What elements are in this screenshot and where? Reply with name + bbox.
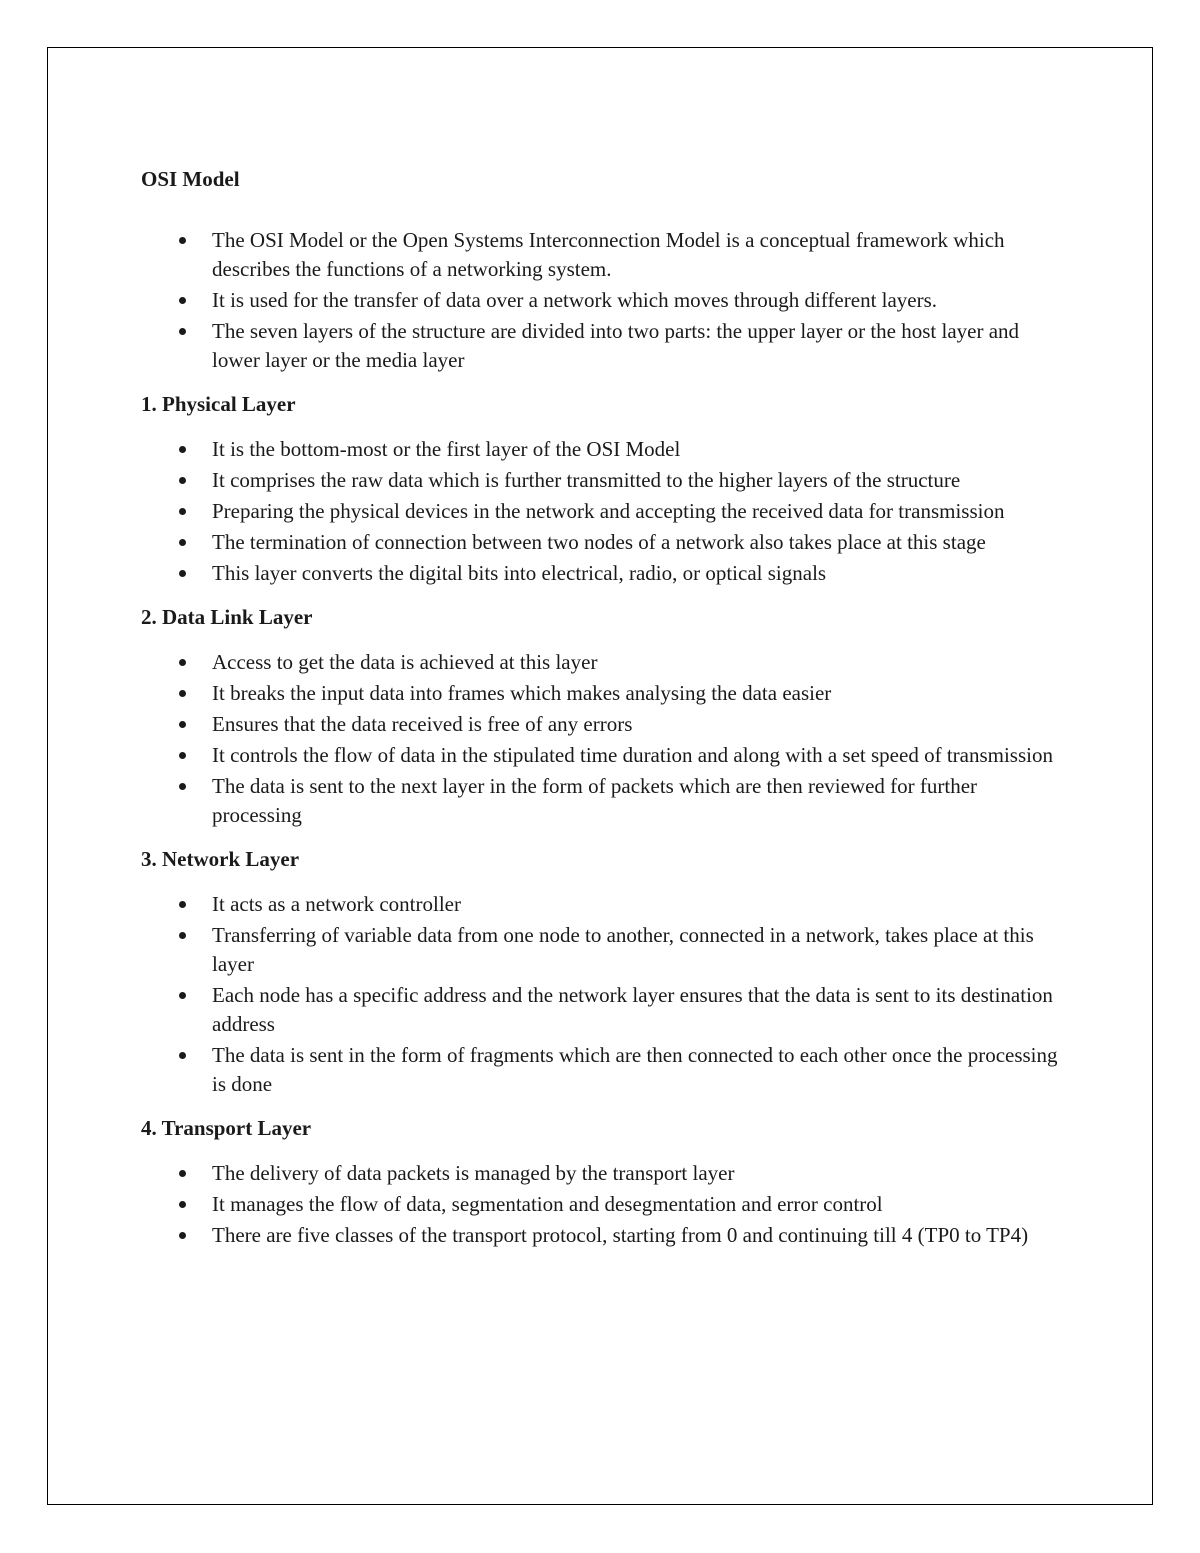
list-item: It controls the flow of data in the stipulated time duration and along with a set speed of transmission <box>141 741 1066 770</box>
list-item: The OSI Model or the Open Systems Interconnection Model is a conceptual framework which describes the functions of a networking system. <box>141 226 1066 284</box>
list-item: It breaks the input data into frames which makes analysing the data easier <box>141 679 1066 708</box>
section-heading-network-layer: 3. Network Layer <box>141 847 300 871</box>
list-item: Transferring of variable data from one node to another, connected in a network, takes place at this layer <box>141 921 1066 979</box>
list-item: It acts as a network controller <box>141 890 1066 919</box>
transport-layer-list <box>141 1159 1066 1250</box>
list-item: The data is sent to the next layer in the form of packets which are then reviewed for further processing <box>141 772 1066 830</box>
document-title: OSI Model <box>141 167 240 191</box>
list-item: The termination of connection between two nodes of a network also takes place at this stage <box>141 528 1066 557</box>
list-item: The seven layers of the structure are divided into two parts: the upper layer or the host layer and lower layer or the media layer <box>141 317 1066 375</box>
list-item: Preparing the physical devices in the network and accepting the received data for transmission <box>141 497 1066 526</box>
section-heading-transport-layer: 4. Transport Layer <box>141 1116 312 1140</box>
list-item: It is used for the transfer of data over a network which moves through different layers. <box>141 286 1066 315</box>
network-layer-list <box>141 890 1066 1099</box>
list-item: Access to get the data is achieved at this layer <box>141 648 1066 677</box>
list-item: It is the bottom-most or the first layer of the OSI Model <box>141 435 1066 464</box>
section-heading-data-link-layer: 2. Data Link Layer <box>141 605 313 629</box>
document-body <box>141 165 1066 1265</box>
data-link-layer-list <box>141 648 1066 830</box>
list-item: The data is sent in the form of fragments which are then connected to each other once the processing is done <box>141 1041 1066 1099</box>
list-item: The delivery of data packets is managed by the transport layer <box>141 1159 1066 1188</box>
list-item: Ensures that the data received is free of any errors <box>141 710 1066 739</box>
list-item: There are five classes of the transport protocol, starting from 0 and continuing till 4 (TP0 to TP4) <box>141 1221 1066 1250</box>
list-item: Each node has a specific address and the network layer ensures that the data is sent to its destination address <box>141 981 1066 1039</box>
physical-layer-list <box>141 435 1066 588</box>
list-item: It comprises the raw data which is further transmitted to the higher layers of the structure <box>141 466 1066 495</box>
list-item: This layer converts the digital bits into electrical, radio, or optical signals <box>141 559 1066 588</box>
intro-list <box>141 226 1066 375</box>
section-heading-physical-layer: 1. Physical Layer <box>141 392 296 416</box>
list-item: It manages the flow of data, segmentation and desegmentation and error control <box>141 1190 1066 1219</box>
